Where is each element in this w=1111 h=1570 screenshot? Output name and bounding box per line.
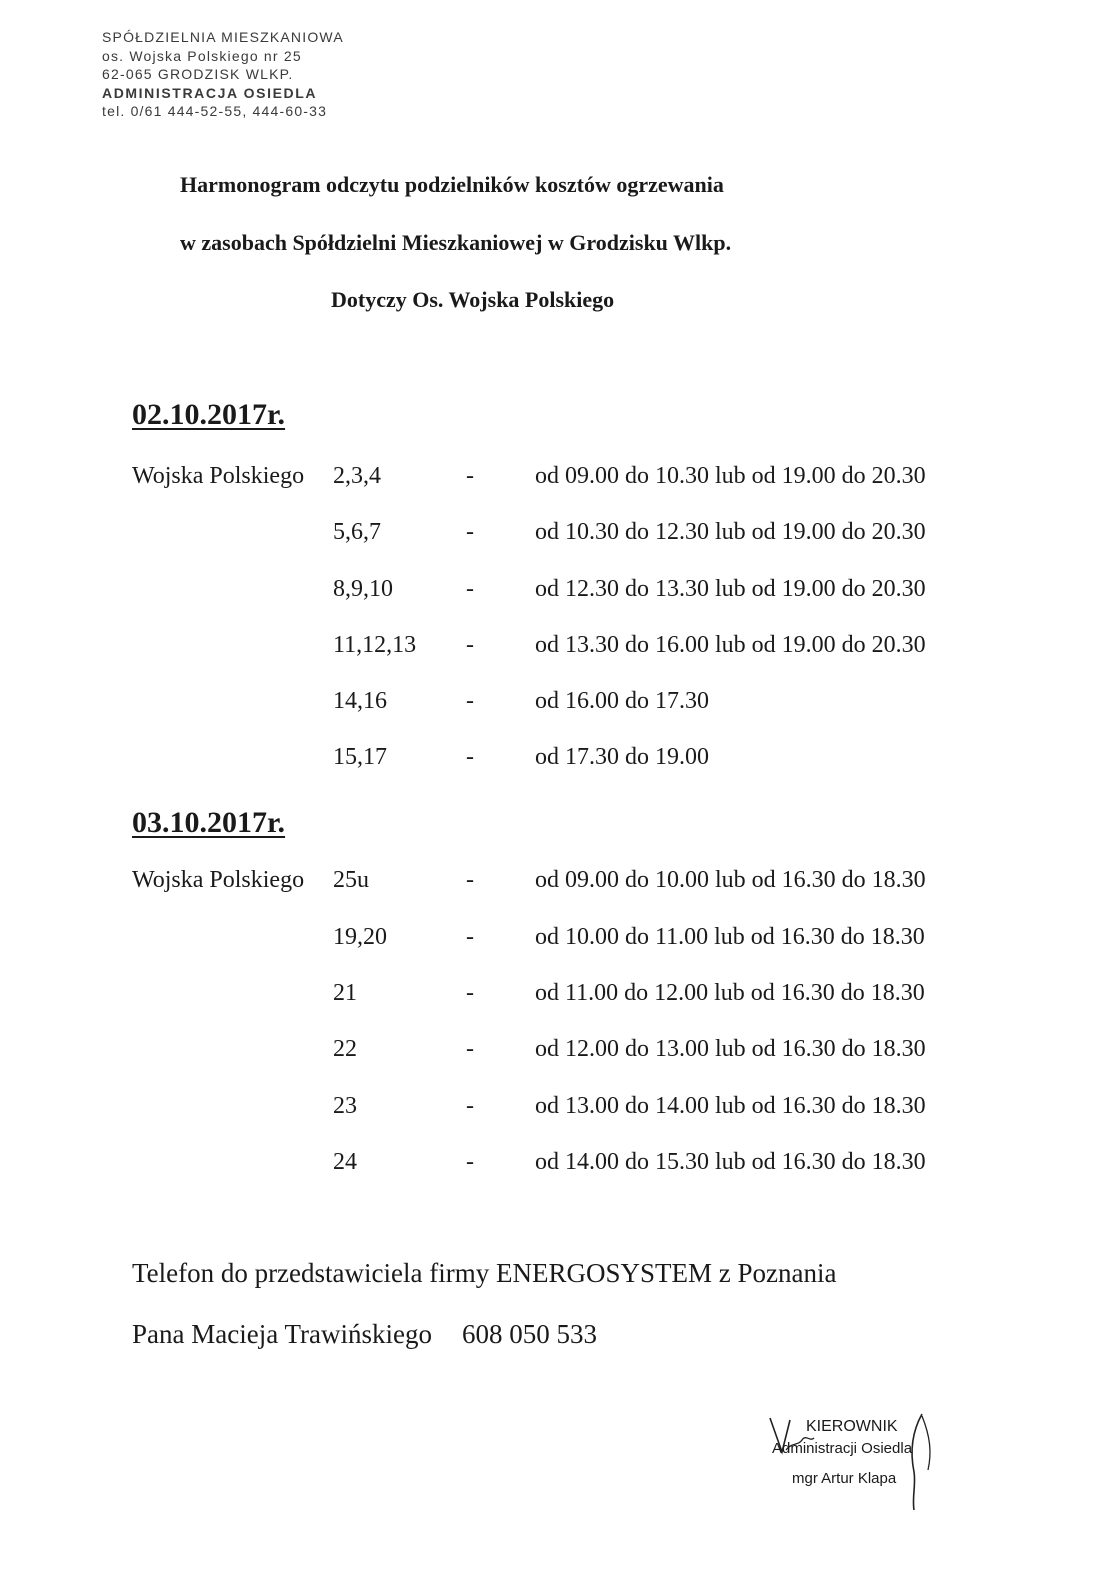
signature-name: mgr Artur Klapa bbox=[792, 1470, 897, 1487]
building-numbers: 11,12,13 bbox=[333, 632, 417, 658]
time-slot: od 14.00 do 15.30 lub od 16.30 do 18.30 bbox=[535, 1149, 926, 1175]
time-slot: od 09.00 do 10.30 lub od 19.00 do 20.30 bbox=[535, 463, 926, 489]
schedule-row bbox=[0, 924, 1111, 954]
building-numbers: 8,9,10 bbox=[333, 576, 393, 602]
separator-dash: - bbox=[466, 1036, 474, 1062]
signature-title: KIEROWNIK bbox=[806, 1418, 898, 1435]
title-line-1: Harmonogram odczytu podzielników kosztów ogrzewania bbox=[180, 172, 724, 197]
schedule-row bbox=[0, 1036, 1111, 1066]
contact-line: Telefon do przedstawiciela firmy ENERGOSYSTEM z Poznania bbox=[132, 1258, 837, 1288]
schedule-row bbox=[0, 463, 1111, 493]
time-slot: od 12.00 do 13.00 lub od 16.30 do 18.30 bbox=[535, 1036, 926, 1062]
schedule-row bbox=[0, 632, 1111, 662]
schedule-row bbox=[0, 688, 1111, 718]
title-line-2: w zasobach Spółdzielni Mieszkaniowej w Grodzisku Wlkp. bbox=[180, 230, 732, 255]
time-slot: od 12.30 do 13.30 lub od 19.00 do 20.30 bbox=[535, 576, 926, 602]
building-numbers: 21 bbox=[333, 980, 357, 1006]
building-numbers: 15,17 bbox=[333, 744, 387, 770]
building-numbers: 25u bbox=[333, 867, 369, 893]
signature-unit: Administracji Osiedla bbox=[772, 1440, 913, 1457]
separator-dash: - bbox=[466, 1149, 474, 1175]
stamp-line-4: ADMINISTRACJA OSIEDLA bbox=[102, 84, 318, 101]
time-slot: od 10.30 do 12.30 lub od 19.00 do 20.30 bbox=[535, 519, 926, 545]
separator-dash: - bbox=[466, 980, 474, 1006]
building-numbers: 24 bbox=[333, 1149, 357, 1175]
schedule-row bbox=[0, 519, 1111, 549]
contact-phone: 608 050 533 bbox=[461, 1319, 597, 1349]
separator-dash: - bbox=[466, 632, 474, 658]
separator-dash: - bbox=[466, 463, 474, 489]
time-slot: od 16.00 do 17.30 bbox=[535, 688, 709, 714]
stamp-line-1: SPÓŁDZIELNIA MIESZKANIOWA bbox=[102, 29, 344, 45]
separator-dash: - bbox=[466, 576, 474, 602]
stamp-line-2: os. Wojska Polskiego nr 25 bbox=[102, 47, 302, 64]
contact-person bbox=[132, 1319, 597, 1350]
stamp-line-3: 62-065 GRODZISK WLKP. bbox=[102, 66, 294, 82]
date-heading-2: 03.10.2017r. bbox=[132, 806, 286, 839]
separator-dash: - bbox=[466, 744, 474, 770]
building-numbers: 14,16 bbox=[333, 688, 387, 714]
separator-dash: - bbox=[466, 519, 474, 545]
schedule-row bbox=[0, 576, 1111, 606]
time-slot: od 10.00 do 11.00 lub od 16.30 do 18.30 bbox=[535, 924, 925, 950]
schedule-row bbox=[0, 1149, 1111, 1179]
time-slot: od 13.00 do 14.00 lub od 16.30 do 18.30 bbox=[535, 1093, 926, 1119]
separator-dash: - bbox=[466, 1093, 474, 1119]
schedule-row bbox=[0, 744, 1111, 774]
time-slot: od 09.00 do 10.00 lub od 16.30 do 18.30 bbox=[535, 867, 926, 893]
building-numbers: 5,6,7 bbox=[333, 519, 381, 545]
separator-dash: - bbox=[466, 924, 474, 950]
contact-name: Pana Macieja Trawińskiego bbox=[132, 1319, 432, 1349]
time-slot: od 13.30 do 16.00 lub od 19.00 do 20.30 bbox=[535, 632, 926, 658]
separator-dash: - bbox=[466, 688, 474, 714]
schedule-row bbox=[0, 1093, 1111, 1123]
time-slot: od 11.00 do 12.00 lub od 16.30 do 18.30 bbox=[535, 980, 925, 1006]
building-numbers: 19,20 bbox=[333, 924, 387, 950]
time-slot: od 17.30 do 19.00 bbox=[535, 744, 709, 770]
schedule-row bbox=[0, 980, 1111, 1010]
street-name: Wojska Polskiego bbox=[132, 867, 305, 893]
signature-stamp bbox=[762, 1412, 972, 1512]
building-numbers: 23 bbox=[333, 1093, 357, 1119]
schedule-row bbox=[0, 867, 1111, 897]
separator-dash: - bbox=[466, 867, 474, 893]
building-numbers: 22 bbox=[333, 1036, 357, 1062]
building-numbers: 2,3,4 bbox=[333, 463, 381, 489]
title-line-3: Dotyczy Os. Wojska Polskiego bbox=[331, 287, 615, 312]
administration-stamp bbox=[102, 28, 344, 121]
stamp-line-5: tel. 0/61 444-52-55, 444-60-33 bbox=[102, 103, 328, 119]
street-name: Wojska Polskiego bbox=[132, 463, 305, 489]
date-heading-1: 02.10.2017r. bbox=[132, 398, 286, 431]
